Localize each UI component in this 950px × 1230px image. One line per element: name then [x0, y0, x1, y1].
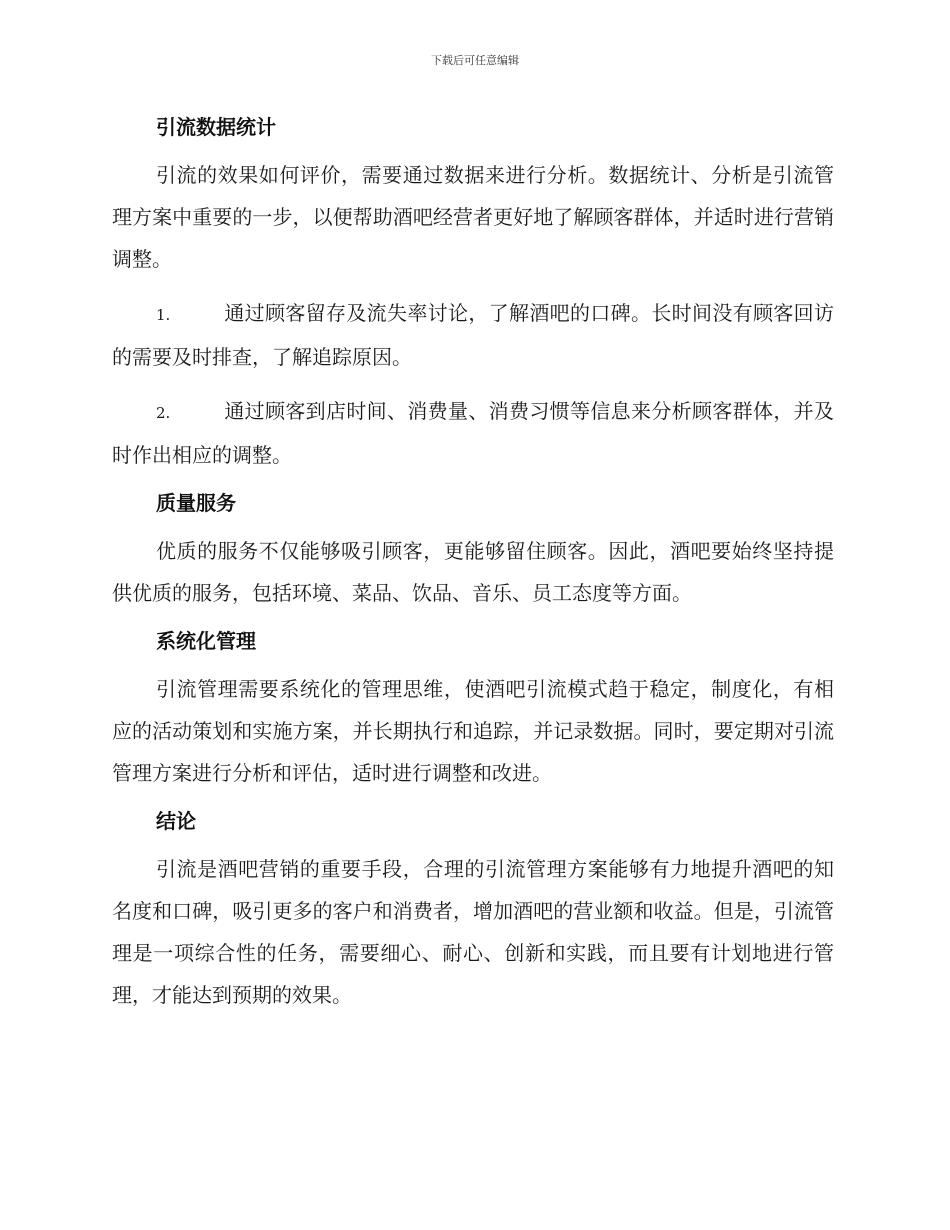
list-item — [112, 390, 834, 476]
list-item — [112, 292, 834, 378]
paragraph-traffic-stats-intro: 引流的效果如何评价，需要通过数据来进行分析。数据统计、分析是引流管理方案中重要的一步，以便帮助酒吧经营者更好地了解顾客群体，并适时进行营销调整。 — [112, 163, 834, 271]
paragraph-quality-service: 优质的服务不仅能够吸引顾客，更能够留住顾客。因此，酒吧要始终坚持提供优质的服务，包括环境、菜品、饮品、音乐、员工态度等方面。 — [112, 539, 834, 605]
section-heading-traffic-stats: 引流数据统计 — [156, 115, 276, 139]
paragraph-conclusion: 引流是酒吧营销的重要手段，合理的引流管理方案能够有力地提升酒吧的知名度和口碑，吸引更多的客户和消费者，增加酒吧的营业额和收益。但是，引流管理是一项综合性的任务，需要细心、耐心、创新和实践，而且要有计划地进行管理，才能达到预期的效果。 — [112, 857, 834, 1007]
list-item-text: 通过顾客到店时间、消费量、消费习惯等信息来分析顾客群体，并及时作出相应的调整。 — [112, 399, 834, 467]
list-item-text: 通过顾客留存及流失率讨论，了解酒吧的口碑。长时间没有顾客回访的需要及时排查，了解追踪原因。 — [112, 301, 834, 369]
section-heading-systematic-management: 系统化管理 — [156, 629, 256, 653]
list-item-number: 1. — [156, 306, 171, 324]
list-item-number: 2. — [156, 404, 171, 422]
section-heading-quality-service: 质量服务 — [156, 491, 236, 515]
page-header: 下载后可任意编辑 — [431, 54, 519, 67]
paragraph-systematic-management: 引流管理需要系统化的管理思维，使酒吧引流模式趋于稳定，制度化，有相应的活动策划和实施方案，并长期执行和追踪，并记录数据。同时，要定期对引流管理方案进行分析和评估，适时进行调整和改进。 — [112, 677, 834, 785]
document-body — [112, 108, 834, 1016]
section-heading-conclusion: 结论 — [156, 809, 196, 833]
